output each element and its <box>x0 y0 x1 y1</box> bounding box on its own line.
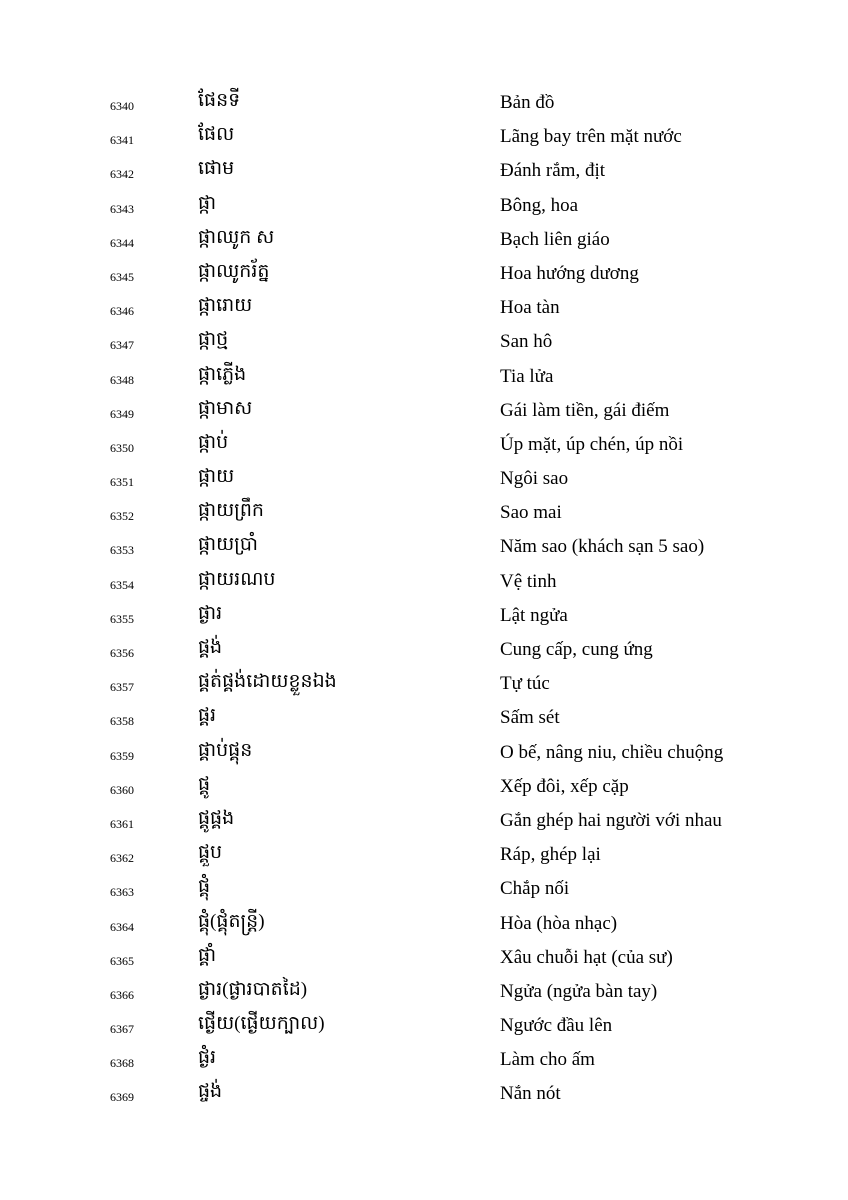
entry-list <box>0 86 848 1112</box>
entry-row <box>0 189 848 223</box>
entry-row <box>0 530 848 564</box>
khmer-term: ផ្កា <box>198 192 217 214</box>
entry-number: 6360 <box>110 782 134 797</box>
entry-row <box>0 86 848 120</box>
entry-number: 6351 <box>110 475 134 490</box>
entry-number: 6344 <box>110 235 134 250</box>
khmer-term: ផ្ការោយ <box>198 295 253 317</box>
khmer-term: ផ្ងំរ <box>198 1047 217 1069</box>
entry-row <box>0 120 848 154</box>
entry-row <box>0 872 848 906</box>
entry-row <box>0 804 848 838</box>
entry-number: 6355 <box>110 611 134 626</box>
entry-number: 6364 <box>110 919 134 934</box>
entry-number: 6366 <box>110 987 134 1002</box>
vietnamese-translation: Ngôi sao <box>500 468 569 490</box>
entry-row <box>0 1009 848 1043</box>
khmer-term: ផ្កាថ្ម <box>198 329 229 351</box>
entry-number: 6369 <box>110 1090 134 1105</box>
khmer-term: ផ្កាឈូករ័ត្ន <box>198 260 270 282</box>
khmer-term: ផ្កាប់ <box>198 431 229 453</box>
entry-number: 6363 <box>110 885 134 900</box>
vietnamese-translation: Hoa tàn <box>500 297 560 319</box>
khmer-term: ផ្កាយរណប <box>198 568 276 590</box>
entry-row <box>0 838 848 872</box>
entry-row <box>0 941 848 975</box>
entry-row <box>0 667 848 701</box>
vietnamese-translation: Nắn nót <box>500 1083 561 1105</box>
vietnamese-translation: Gái làm tiền, gái điếm <box>500 399 670 421</box>
entry-number: 6357 <box>110 680 134 695</box>
entry-number: 6362 <box>110 851 134 866</box>
vietnamese-translation: Tự túc <box>500 673 550 695</box>
entry-number: 6349 <box>110 406 134 421</box>
entry-number: 6352 <box>110 509 134 524</box>
khmer-term: ផ្ងារ <box>198 602 223 624</box>
vietnamese-translation: Làm cho ấm <box>500 1049 595 1071</box>
entry-row <box>0 462 848 496</box>
khmer-term: ផ្កាយព្រឹក <box>198 500 264 522</box>
vietnamese-translation: Bông, hoa <box>500 194 579 216</box>
khmer-term: ផ្គង់ <box>198 637 223 658</box>
entry-row <box>0 394 848 428</box>
entry-number: 6368 <box>110 1056 134 1071</box>
entry-number: 6367 <box>110 1022 134 1037</box>
vietnamese-translation: Ngước đầu lên <box>500 1015 613 1037</box>
khmer-term: ផ្គួប <box>198 842 223 864</box>
entry-number: 6361 <box>110 816 134 831</box>
khmer-term: ផ្ចង់ <box>198 1081 223 1103</box>
entry-number: 6358 <box>110 714 134 729</box>
vietnamese-translation: Ráp, ghép lại <box>500 844 601 866</box>
vietnamese-translation: Sấm sét <box>500 707 560 729</box>
entry-row <box>0 770 848 804</box>
entry-row <box>0 496 848 530</box>
entry-row <box>0 428 848 462</box>
vietnamese-translation: Ngửa (ngửa bàn tay) <box>500 980 658 1002</box>
khmer-term: ផែល <box>198 124 235 146</box>
vietnamese-translation: Xếp đôi, xếp cặp <box>500 775 629 797</box>
entry-row <box>0 633 848 667</box>
entry-row <box>0 291 848 325</box>
entry-number: 6345 <box>110 269 134 284</box>
vietnamese-translation: Xâu chuỗi hạt (của sư) <box>500 946 673 968</box>
entry-row <box>0 154 848 188</box>
entry-number: 6356 <box>110 646 134 660</box>
khmer-term: ផោម <box>198 158 235 180</box>
entry-row <box>0 907 848 941</box>
khmer-term: ផ្គុំ(ផ្គុំតន្ត្រី) <box>198 910 265 932</box>
entry-number: 6359 <box>110 748 134 763</box>
entry-number: 6365 <box>110 953 134 968</box>
vietnamese-translation: Tia lửa <box>500 365 554 387</box>
vietnamese-translation: Sao mai <box>500 502 562 524</box>
entry-number: 6346 <box>110 304 134 319</box>
entry-number: 6343 <box>110 201 134 216</box>
khmer-term: ផ្គូ <box>198 773 211 795</box>
entry-row <box>0 1043 848 1077</box>
entry-row <box>0 360 848 394</box>
entry-row <box>0 223 848 257</box>
khmer-term: ផ្កាមាស <box>198 397 253 419</box>
entry-row <box>0 736 848 770</box>
vietnamese-translation: Hòa (hòa nhạc) <box>500 912 618 934</box>
khmer-term: ផ្គត់ផ្គង់ដោយខ្លួនឯង <box>198 671 337 693</box>
entry-number: 6348 <box>110 372 134 387</box>
khmer-term: ផ្គាំ <box>198 944 217 966</box>
vietnamese-translation: O bế, nâng niu, chiều chuộng <box>500 741 724 763</box>
vietnamese-translation: Đánh rắm, địt <box>500 160 606 182</box>
vietnamese-translation: Úp mặt, úp chén, úp nồi <box>500 433 684 455</box>
khmer-term: ផ្កាភ្លើង <box>198 363 247 385</box>
khmer-term: ផែនទី <box>198 90 241 111</box>
entry-row <box>0 975 848 1009</box>
entry-number: 6353 <box>110 543 134 558</box>
entry-number: 6340 <box>110 99 134 113</box>
vietnamese-translation: Bản đồ <box>500 92 555 113</box>
entry-number: 6354 <box>110 577 134 592</box>
entry-number: 6342 <box>110 167 134 182</box>
vietnamese-translation: Lật ngửa <box>500 604 568 626</box>
vietnamese-translation: Năm sao (khách sạn 5 sao) <box>500 536 705 558</box>
vietnamese-translation: Cung cấp, cung ứng <box>500 639 653 660</box>
khmer-term: ផ្គាប់ផ្គុន <box>198 739 253 761</box>
entry-number: 6341 <box>110 133 134 148</box>
entry-number: 6350 <box>110 440 134 455</box>
khmer-term: ផ្គូផ្គង <box>198 807 235 829</box>
khmer-term: ផ្កាឈូក ស <box>198 226 275 248</box>
entry-number: 6347 <box>110 338 134 353</box>
entry-row <box>0 701 848 735</box>
entry-row <box>0 1077 848 1111</box>
entry-row <box>0 565 848 599</box>
entry-row <box>0 599 848 633</box>
entry-row <box>0 257 848 291</box>
vietnamese-translation: Bạch liên giáo <box>500 228 610 250</box>
khmer-term: ផ្ងើយ(ផ្ងើយក្បាល) <box>198 1013 325 1035</box>
vietnamese-translation: Lãng bay trên mặt nước <box>500 126 682 148</box>
khmer-term: ផ្គុំ <box>198 876 211 898</box>
entry-row <box>0 325 848 359</box>
khmer-term: ផ្ងារ(ផ្ងារបាតដៃ) <box>198 978 308 1000</box>
khmer-term: ផ្កាយប្រាំ <box>198 534 258 556</box>
vietnamese-translation: San hô <box>500 331 553 353</box>
khmer-term: ផ្គរ <box>198 705 217 727</box>
vietnamese-translation: Gắn ghép hai người với nhau <box>500 809 722 831</box>
vietnamese-translation: Vệ tinh <box>500 570 557 592</box>
vietnamese-translation: Hoa hướng dương <box>500 262 639 284</box>
vietnamese-translation: Chắp nối <box>500 878 570 900</box>
khmer-term: ផ្កាយ <box>198 466 235 488</box>
